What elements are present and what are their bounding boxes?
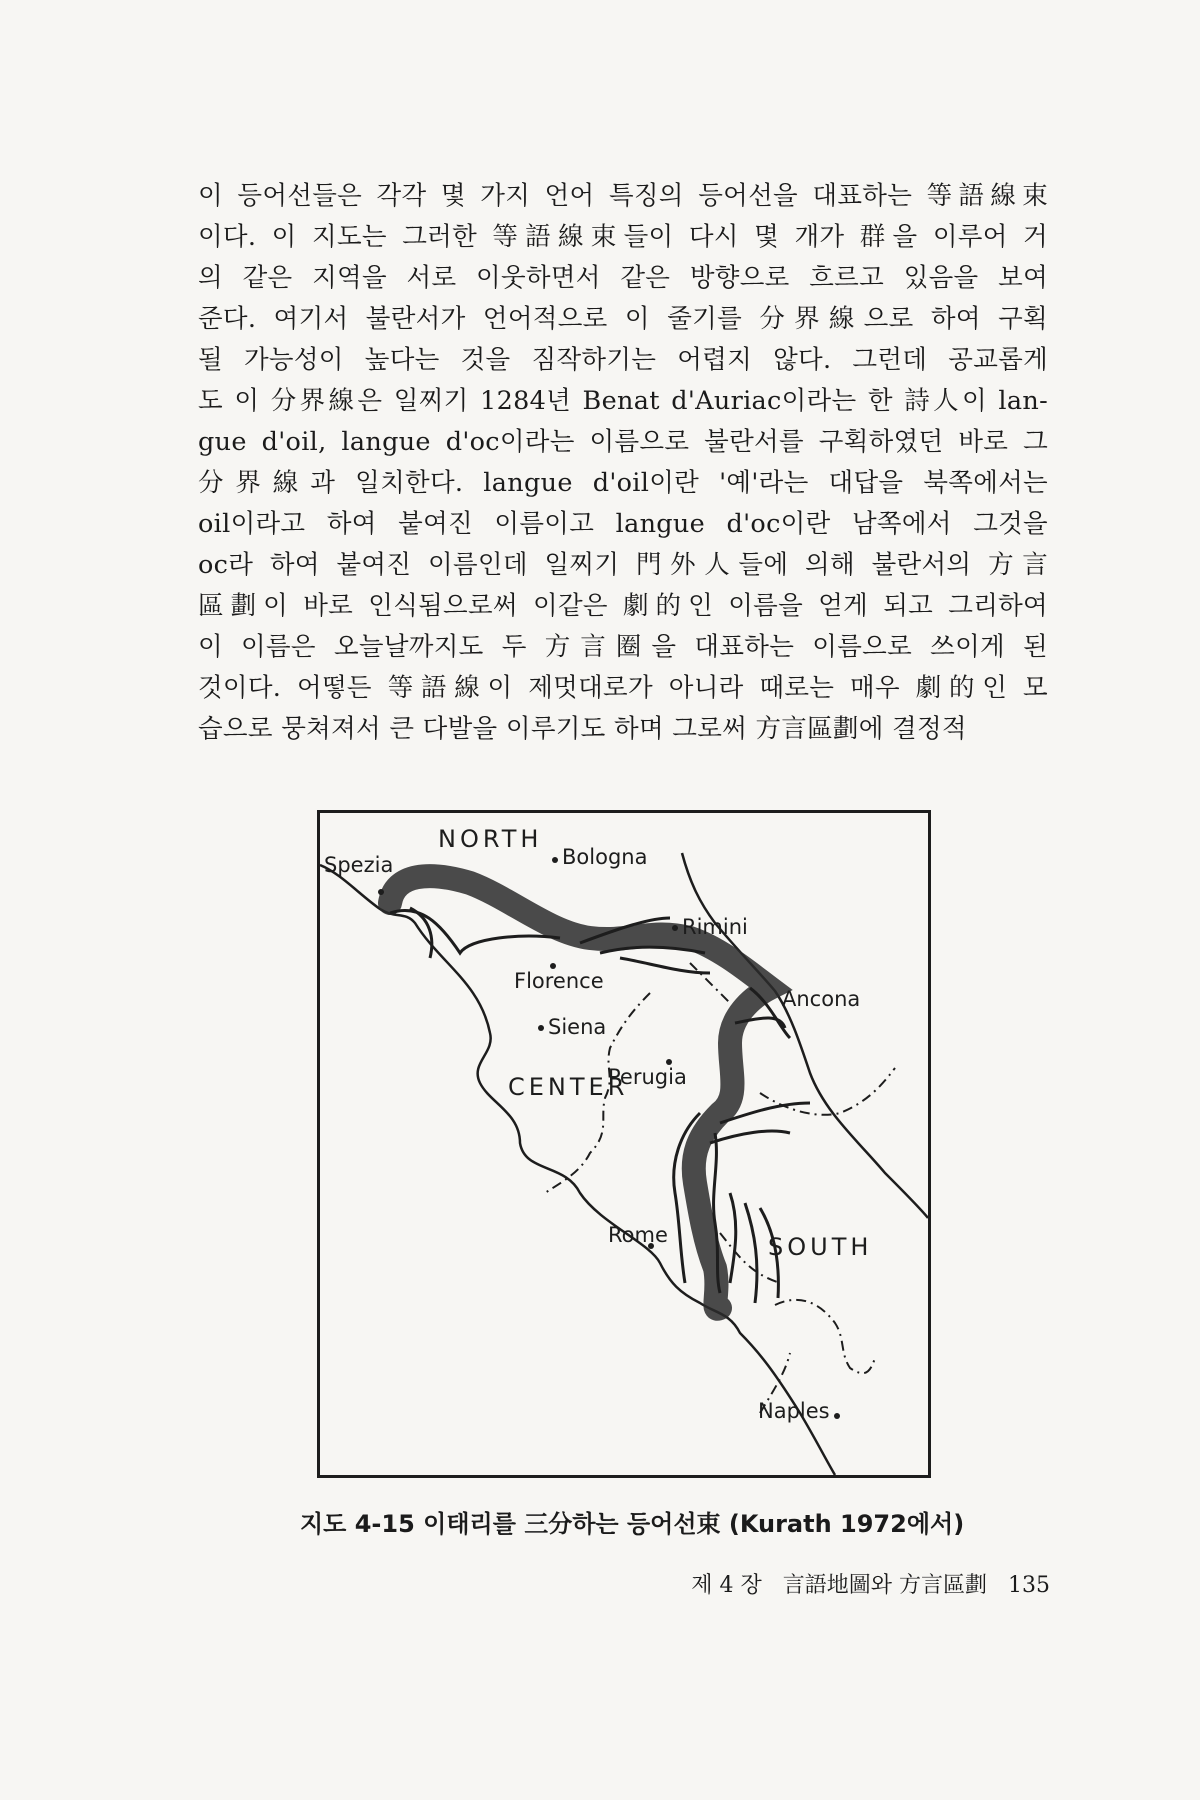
body-text — [198, 176, 1048, 750]
isogloss-line — [710, 1131, 790, 1143]
city-dot — [672, 925, 678, 931]
text-line: 것이다. 어떻든 等語線이 제멋대로가 아니라 때로는 매우 劇的인 모 — [198, 673, 1048, 703]
text-line: 分界線과 일치한다. langue d'oil이란 '예'라는 대답을 북쪽에서는 — [198, 468, 1048, 498]
text-line: oc라 하여 붙여진 이름인데 일찌기 門外人들에 의해 불란서의 方言 — [198, 550, 1048, 580]
city-label-spezia: Spezia — [324, 853, 394, 877]
region-label-north: NORTH — [438, 825, 543, 853]
text-line: gue d'oil, langue d'oc이라는 이름으로 불란서를 구획하였던 바로 그 — [198, 427, 1048, 457]
page-number: 135 — [1008, 1573, 1050, 1598]
figure-caption: 지도 4-15 이태리를 三分하는 등어선束 (Kurath 1972에서) — [300, 1510, 965, 1538]
text-line: 습으로 뭉쳐져서 큰 다발을 이루기도 하며 그로써 方言區劃에 결정적 — [198, 714, 967, 744]
city-dot — [834, 1413, 840, 1419]
isogloss-line — [745, 1203, 757, 1303]
map-drawing — [320, 813, 928, 1475]
region-label-center: CENTER — [508, 1073, 629, 1101]
isogloss-map — [317, 810, 931, 1478]
text-line: 의 같은 지역을 서로 이웃하면서 같은 방향으로 흐르고 있음을 보여 — [198, 263, 1048, 293]
text-line: 도 이 分界線은 일찌기 1284년 Benat d'Auriac이라는 한 詩人이 lan- — [198, 386, 1048, 416]
text-line: 준다. 여기서 불란서가 언어적으로 이 줄기를 分界線으로 하여 구획 — [198, 304, 1048, 334]
city-dot — [552, 857, 558, 863]
text-line: oil이라고 하여 붙여진 이름이고 langue d'oc이란 남쪽에서 그것을 — [198, 509, 1048, 539]
isogloss-line — [620, 958, 710, 973]
city-label-siena: Siena — [548, 1015, 607, 1039]
footer-title: 言語地圖와 方言區劃 — [782, 1573, 987, 1598]
city-label-naples: Naples — [758, 1399, 830, 1423]
footer-chapter: 제 4 장 — [691, 1573, 762, 1598]
boundary-line — [775, 1300, 875, 1373]
page-footer — [650, 1568, 1050, 1599]
city-label-bologna: Bologna — [562, 845, 648, 869]
city-label-rimini: Rimini — [682, 915, 748, 939]
text-line: 이다. 이 지도는 그러한 等語線束들이 다시 몇 개가 群을 이루어 거 — [198, 222, 1048, 252]
city-dot — [378, 889, 384, 895]
text-line: 區劃이 바로 인식됨으로써 이같은 劇的인 이름을 얻게 되고 그리하여 — [198, 591, 1048, 621]
text-line: 이 등어선들은 각각 몇 가지 언어 특징의 등어선을 대표하는 等語線束 — [198, 181, 1048, 211]
city-label-florence: Florence — [514, 969, 604, 993]
text-line: 이 이름은 오늘날까지도 두 方言圈을 대표하는 이름으로 쓰이게 된 — [198, 632, 1048, 662]
isogloss-line — [730, 1193, 736, 1283]
city-label-perugia: Perugia — [608, 1065, 687, 1089]
city-dot — [538, 1025, 544, 1031]
region-label-south: SOUTH — [768, 1233, 873, 1261]
city-label-rome: Rome — [608, 1223, 668, 1247]
city-label-ancona: Ancona — [782, 987, 861, 1011]
text-line: 될 가능성이 높다는 것을 짐작하기는 어렵지 않다. 그런데 공교롭게 — [198, 345, 1048, 375]
